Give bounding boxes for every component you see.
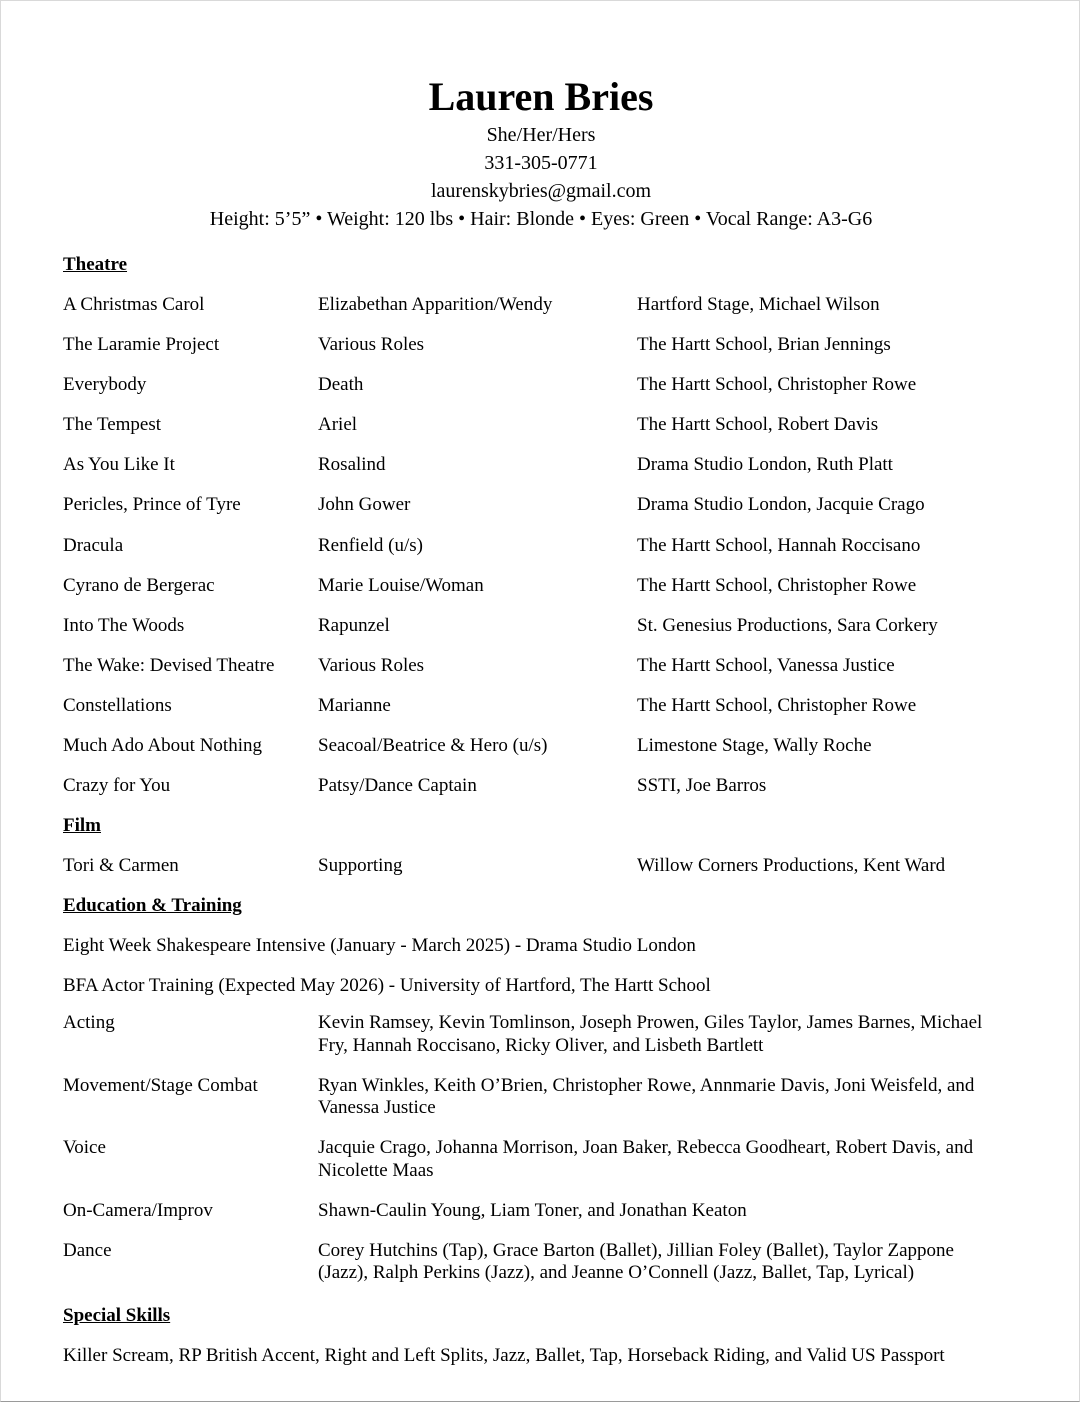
credit-row (63, 852, 1013, 892)
training-row (63, 1012, 1013, 1075)
credit-row (63, 451, 1013, 491)
venue-director: The Hartt School, Hannah Roccisano (637, 534, 921, 556)
credit-row (63, 411, 1013, 451)
venue-director: The Hartt School, Christopher Rowe (637, 574, 917, 596)
training-area: Movement/Stage Combat (63, 1074, 258, 1096)
training-row (63, 1240, 1013, 1303)
role: Various Roles (318, 654, 425, 676)
training-area: On-Camera/Improv (63, 1199, 213, 1221)
show-title: The Wake: Devised Theatre (63, 654, 275, 676)
role: Marianne (318, 694, 391, 716)
training-area: Acting (63, 1012, 115, 1034)
training-teachers: Ryan Winkles, Keith O’Brien, Christopher Rowe, Annmarie Davis, Joni Weisfeld, and Vanessa Justice (318, 1074, 975, 1119)
venue-director: SSTI, Joe Barros (637, 775, 767, 797)
venue-director: St. Genesius Productions, Sara Corkery (637, 614, 938, 636)
physical-stats: Height: 5’5” • Weight: 120 lbs • Hair: Blonde • Eyes: Green • Vocal Range: A3-G6 (209, 208, 873, 230)
credit-row (63, 732, 1013, 772)
show-title: Much Ado About Nothing (63, 735, 262, 757)
venue-director: The Hartt School, Christopher Rowe (637, 374, 917, 396)
training-row (63, 1200, 1013, 1240)
education-heading: Education & Training (63, 895, 242, 917)
production-director: Willow Corners Productions, Kent Ward (637, 855, 946, 877)
pronouns: She/Her/Hers (486, 124, 596, 146)
credit-row (63, 291, 1013, 331)
training-teachers: Kevin Ramsey, Kevin Tomlinson, Joseph Prowen, Giles Taylor, James Barnes, Michael Fry, Hannah Roccisano, Ricky Oliver, and Lisbeth Bartlett (318, 1012, 983, 1056)
show-title: A Christmas Carol (63, 294, 205, 315)
theatre-heading: Theatre (63, 254, 128, 275)
resume-header (1, 73, 1081, 233)
role: Elizabethan Apparition/Wendy (318, 294, 553, 315)
special-skills-text: Killer Scream, RP British Accent, Right and Left Splits, Jazz, Ballet, Tap, Horseback Riding, and Valid US Passport (63, 1345, 945, 1367)
training-teachers: Shawn-Caulin Young, Liam Toner, and Jonathan Keaton (318, 1199, 747, 1221)
role: Supporting (318, 855, 403, 877)
training-row (63, 1137, 1013, 1200)
venue-director: The Hartt School, Brian Jennings (637, 334, 891, 356)
show-title: As You Like It (63, 454, 175, 476)
show-title: Everybody (63, 374, 147, 396)
role: Various Roles (318, 334, 425, 356)
credit-row (63, 652, 1013, 692)
venue-director: The Hartt School, Vanessa Justice (637, 654, 895, 676)
show-title: The Laramie Project (63, 334, 220, 356)
credit-row (63, 772, 1013, 812)
program-line: BFA Actor Training (Expected May 2026) - University of Hartford, The Hartt School (63, 975, 711, 997)
theatre-credits (63, 291, 1013, 812)
role: Marie Louise/Woman (318, 574, 484, 596)
training-list (63, 1012, 1013, 1302)
show-title: Into The Woods (63, 614, 185, 636)
film-credits (63, 852, 1013, 892)
show-title: Pericles, Prince of Tyre (63, 494, 241, 516)
resume-body (63, 251, 1013, 1382)
show-title: Crazy for You (63, 775, 171, 797)
show-title: Dracula (63, 534, 124, 556)
show-title: Cyrano de Bergerac (63, 574, 215, 596)
training-area: Voice (63, 1137, 106, 1159)
training-teachers: Jacquie Crago, Johanna Morrison, Joan Baker, Rebecca Goodheart, Robert Davis, and Nicolette Maas (318, 1137, 974, 1181)
role: Rosalind (318, 454, 386, 476)
role: Patsy/Dance Captain (318, 775, 477, 797)
role: Ariel (318, 414, 358, 436)
role: Rapunzel (318, 614, 390, 636)
role: Death (318, 374, 364, 396)
film-title: Tori & Carmen (63, 855, 179, 877)
credit-row (63, 692, 1013, 732)
show-title: Constellations (63, 694, 172, 716)
credit-row (63, 532, 1013, 572)
actor-name: Lauren Bries (428, 74, 654, 119)
venue-director: The Hartt School, Robert Davis (637, 414, 879, 436)
film-heading: Film (63, 815, 101, 837)
special-skills-heading: Special Skills (63, 1305, 171, 1327)
venue-director: Drama Studio London, Ruth Platt (637, 454, 893, 476)
venue-director: Hartford Stage, Michael Wilson (637, 294, 880, 315)
credit-row (63, 371, 1013, 411)
venue-director: Drama Studio London, Jacquie Crago (637, 494, 925, 516)
program-line: Eight Week Shakespeare Intensive (January - March 2025) - Drama Studio London (63, 935, 696, 957)
phone-number: 331-305-0771 (484, 152, 598, 174)
email-address: laurenskybries@gmail.com (430, 180, 652, 202)
training-teachers: Corey Hutchins (Tap), Grace Barton (Ballet), Jillian Foley (Ballet), Taylor Zappone (Jazz), Ralph Perkins (Jazz), and Jeanne O’Connell (Jazz, Ballet, Tap, Lyrical) (318, 1239, 954, 1284)
credit-row (63, 331, 1013, 371)
role: Renfield (u/s) (318, 534, 424, 556)
show-title: The Tempest (63, 414, 162, 436)
credit-row (63, 612, 1013, 652)
venue-director: Limestone Stage, Wally Roche (637, 735, 872, 757)
credit-row (63, 491, 1013, 531)
venue-director: The Hartt School, Christopher Rowe (637, 694, 917, 716)
role: John Gower (318, 494, 411, 516)
credit-row (63, 572, 1013, 612)
training-area: Dance (63, 1239, 112, 1261)
role: Seacoal/Beatrice & Hero (u/s) (318, 735, 548, 757)
training-row (63, 1075, 1013, 1138)
